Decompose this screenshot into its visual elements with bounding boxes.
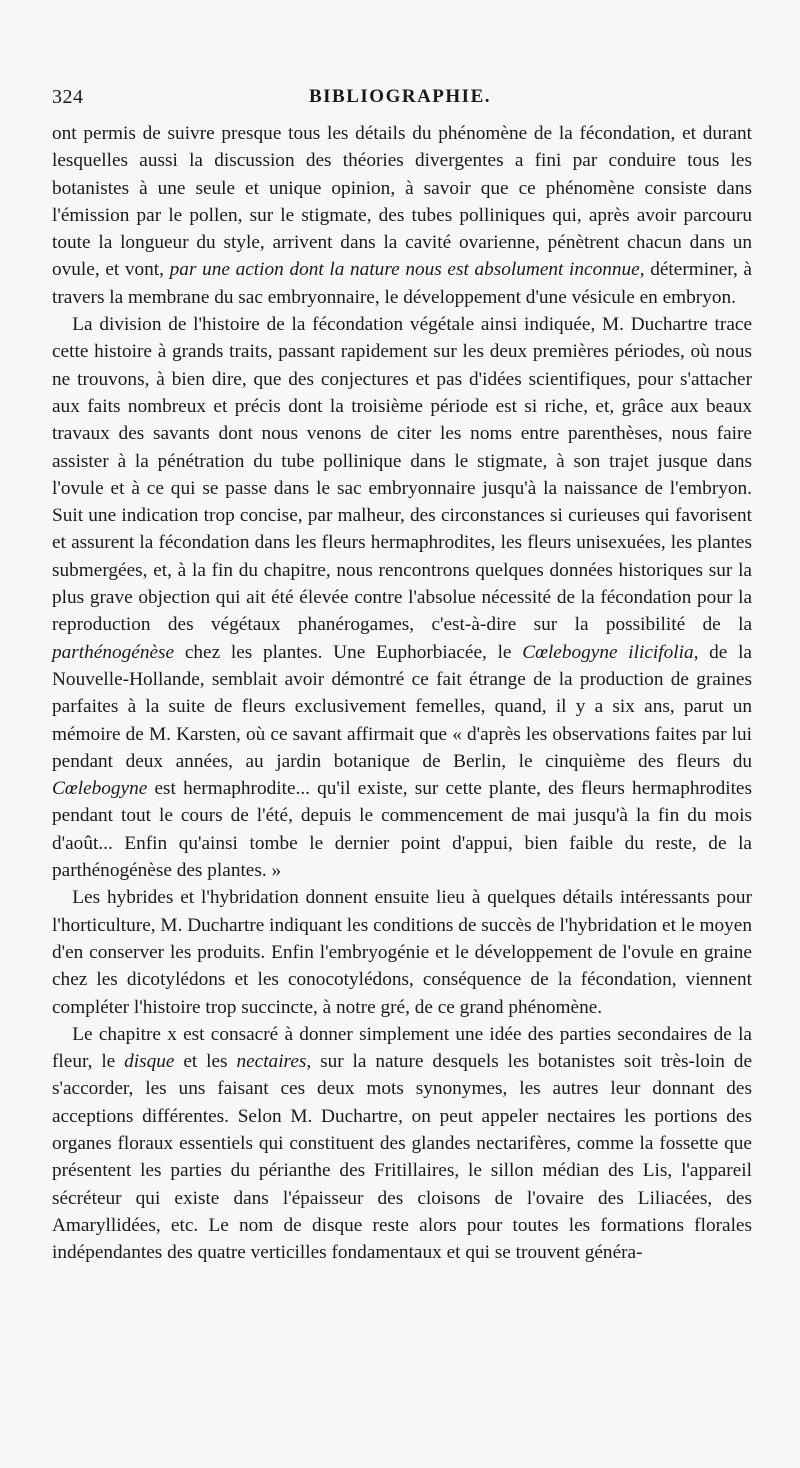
text-segment: Les hybrides et l'hybridation donnent ensuite lieu à quelques détails intéressants pour l'horticulture, M. Duchartre indiquant les conditions de succès de l'hybridation et le moyen d'en conserver les produits. Enfin l'embryogénie et le développement de l'ovule en graine chez les dicotylédons et les conocotylédons, conséquence de la fécondation, viennent compléter l'histoire trop succincte, à notre gré, de ce grand phénomène. xyxy=(52,887,752,1018)
text-segment: La division de l'histoire de la fécondation végétale ainsi indiquée, M. Duchartre trace cette histoire à grands traits, passant rapidement sur les deux premières périodes, où nous ne trouvons, à bien dire, que des conjectures et pas d'idées scientifiques, pour s'attacher aux faits nombreux et précis dont la troisième période est si riche, et, grâce aux beaux travaux des savants dont nous venons de citer les noms entre parenthèses, nous faire assister à la pénétration du tube pollinique dans le stigmate, à son trajet jusque dans l'ovule et à ce qui se passe dans le sac embryonnaire jusqu'à la naissance de l'embryon. Suit une indication trop concise, par malheur, des circonstances si curieuses qui favorisent et assurent la fécondation dans les fleurs hermaphrodites, les fleurs unisexuées, les plantes submergées, et, à la fin du chapitre, nous rencontrons quelques données historiques sur la plus grave objection qui ait été élevée contre l'absolue nécessité de la fécondation pour la reproduction des végétaux phanérogames, c'est-à-dire sur la possibilité de la xyxy=(52,314,752,636)
italic-segment: par une action dont la nature nous est absolument inconnue, xyxy=(169,259,645,281)
text-segment: ont permis de suivre presque tous les détails du phénomène de la fécondation, et durant lesquelles aussi la discussion des théories divergentes a fini par conduire tous les botanistes à une seule et unique opinion, à savoir que ce phénomène consiste dans l'émission par le pollen, sur le stigmate, des tubes polliniques qui, après avoir parcouru toute la longueur du style, arrivent dans la cavité ovarienne, pénètrent chacun dans un ovule, et vont, xyxy=(52,123,752,281)
body-text xyxy=(52,120,752,1266)
paragraph xyxy=(52,884,752,1020)
paragraph xyxy=(52,311,752,884)
text-segment: Le chapitre x est consacré à donner simplement une idée des parties secondaires de la fleur, le xyxy=(52,1023,752,1073)
paragraph xyxy=(52,120,752,311)
italic-segment: disque xyxy=(124,1051,175,1073)
italic-segment: parthénogénèse xyxy=(52,641,175,663)
text-segment: et les xyxy=(174,1051,237,1073)
italic-segment: Cœlebogyne xyxy=(52,778,148,800)
running-head: BIBLIOGRAPHIE. xyxy=(308,86,491,107)
text-segment: chez les plantes. Une Euphorbiacée, le xyxy=(174,641,523,663)
paragraph xyxy=(52,1021,752,1267)
text-segment: sur la nature desquels les botanistes soit très-loin de s'accorder, les uns faisant ces deux mots synonymes, les autres leur donnant des acceptions différentes. Selon M. Duchartre, on peut appeler nectaires les portions des organes floraux essentiels qui constituent des glandes nectarifères, comme la fossette que présentent les parties du périanthe des Fritillaires, le sillon médian des Lis, l'appareil sécréteur qui existe dans l'épaisseur des cloisons de l'ovaire des Liliacées, des Amaryllidées, etc. Le nom de disque reste alors pour toutes les formations florales indépendantes des quatre verticilles fondamentaux et qui se trouvent généra- xyxy=(52,1051,752,1264)
text-segment: de la Nouvelle-Hollande, semblait avoir démontré ce fait étrange de la production de graines parfaites à la suite de fleurs exclusivement femelles, quand, il y a six ans, parut un mémoire de M. Karsten, où ce savant affirmait que « d'après les observations faites par lui pendant deux années, au jardin botanique de Berlin, le cinquième des fleurs du xyxy=(52,641,752,772)
italic-segment: nectaires, xyxy=(236,1051,312,1073)
page-number: 324 xyxy=(52,86,84,108)
text-segment: déterminer, à travers la membrane du sac embryonnaire, le développement d'une vésicule en embryon. xyxy=(52,259,752,308)
page-header xyxy=(52,86,748,116)
italic-segment: Cœlebogyne ilicifolia, xyxy=(522,641,699,663)
text-segment: est hermaphrodite... qu'il existe, sur cette plante, des fleurs hermaphrodites pendant tout le cours de l'été, depuis le commencement de mai jusqu'à la fin du mois d'août... Enfin qu'ainsi tombe le dernier point d'appui, bien faible du reste, de la parthénogénèse des plantes. » xyxy=(52,778,752,882)
